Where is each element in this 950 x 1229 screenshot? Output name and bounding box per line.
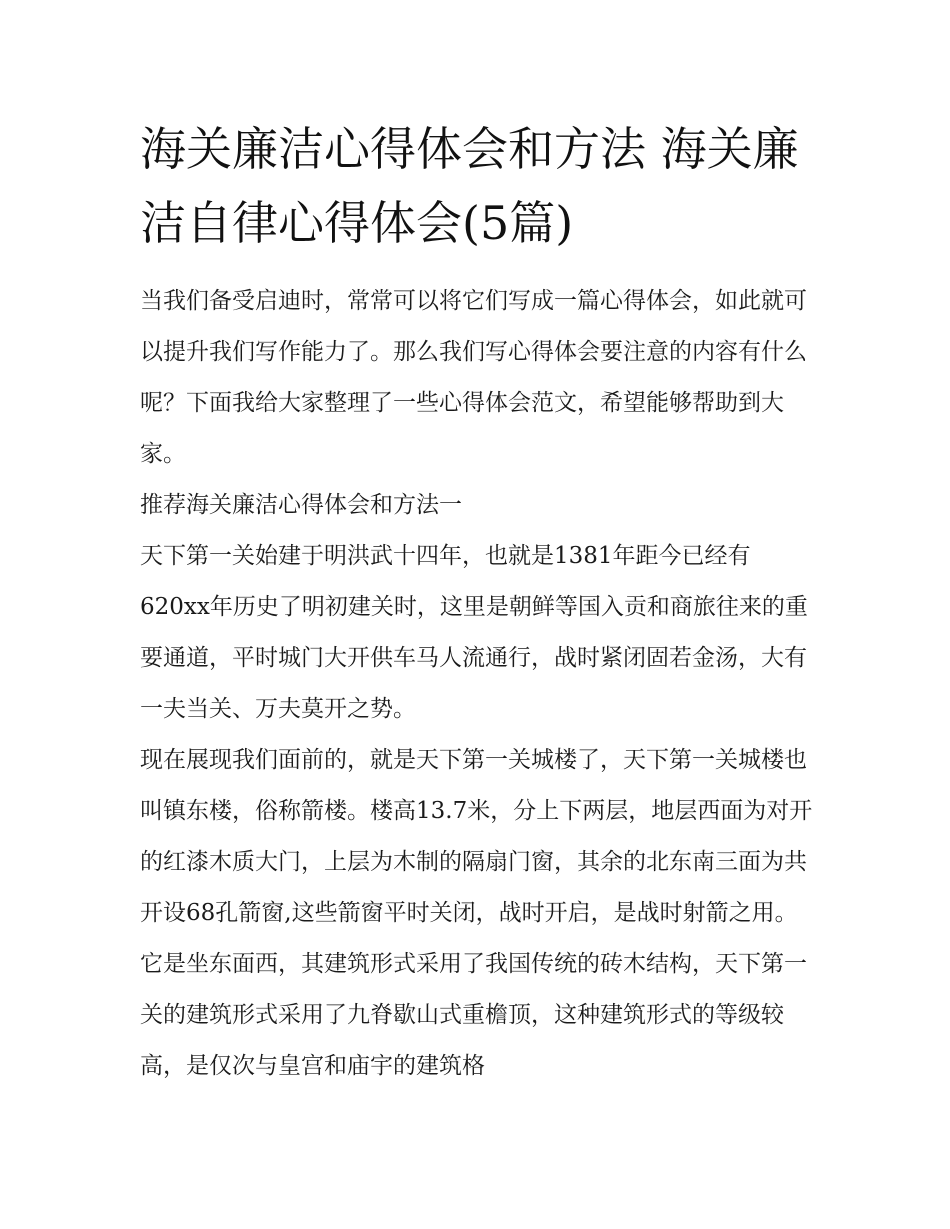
document-title: 海关廉洁心得体会和方法 海关廉洁自律心得体会(5篇) <box>140 122 799 250</box>
intro-paragraph: 当我们备受启迪时，常常可以将它们写成一篇心得体会，如此就可以提升我们写作能力了。那么我们写心得体会要注意的内容有什么呢？下面我给大家整理了一些心得体会范文，希望能够帮助到大家。 <box>140 288 807 467</box>
body-paragraph: 天下第一关始建于明洪武十四年，也就是1381年距今已经有620xx年历史了明初建关时，这里是朝鲜等国入贡和商旅往来的重要通道，平时城门大开供车马人流通行，战时紧闭固若金汤，大有一夫当关、万夫莫开之势。 <box>140 543 808 722</box>
document-body <box>140 276 820 1092</box>
section-heading: 推荐海关廉洁心得体会和方法一 <box>140 492 462 518</box>
body-paragraph: 现在展现我们面前的，就是天下第一关城楼了，天下第一关城楼也叫镇东楼，俗称箭楼。楼高13.7米，分上下两层，地层西面为对开的红漆木质大门，上层为木制的隔扇门窗，其余的北东南三面为共开设68孔箭窗,这些箭窗平时关闭，战时开启，是战时射箭之用。它是坐东面西，其建筑形式采用了我国传统的砖木结构，天下第一关的建筑形式采用了九脊歇山式重檐顶，这种建筑形式的等级较高，是仅次与皇宫和庙宇的建筑格 <box>140 747 813 1079</box>
